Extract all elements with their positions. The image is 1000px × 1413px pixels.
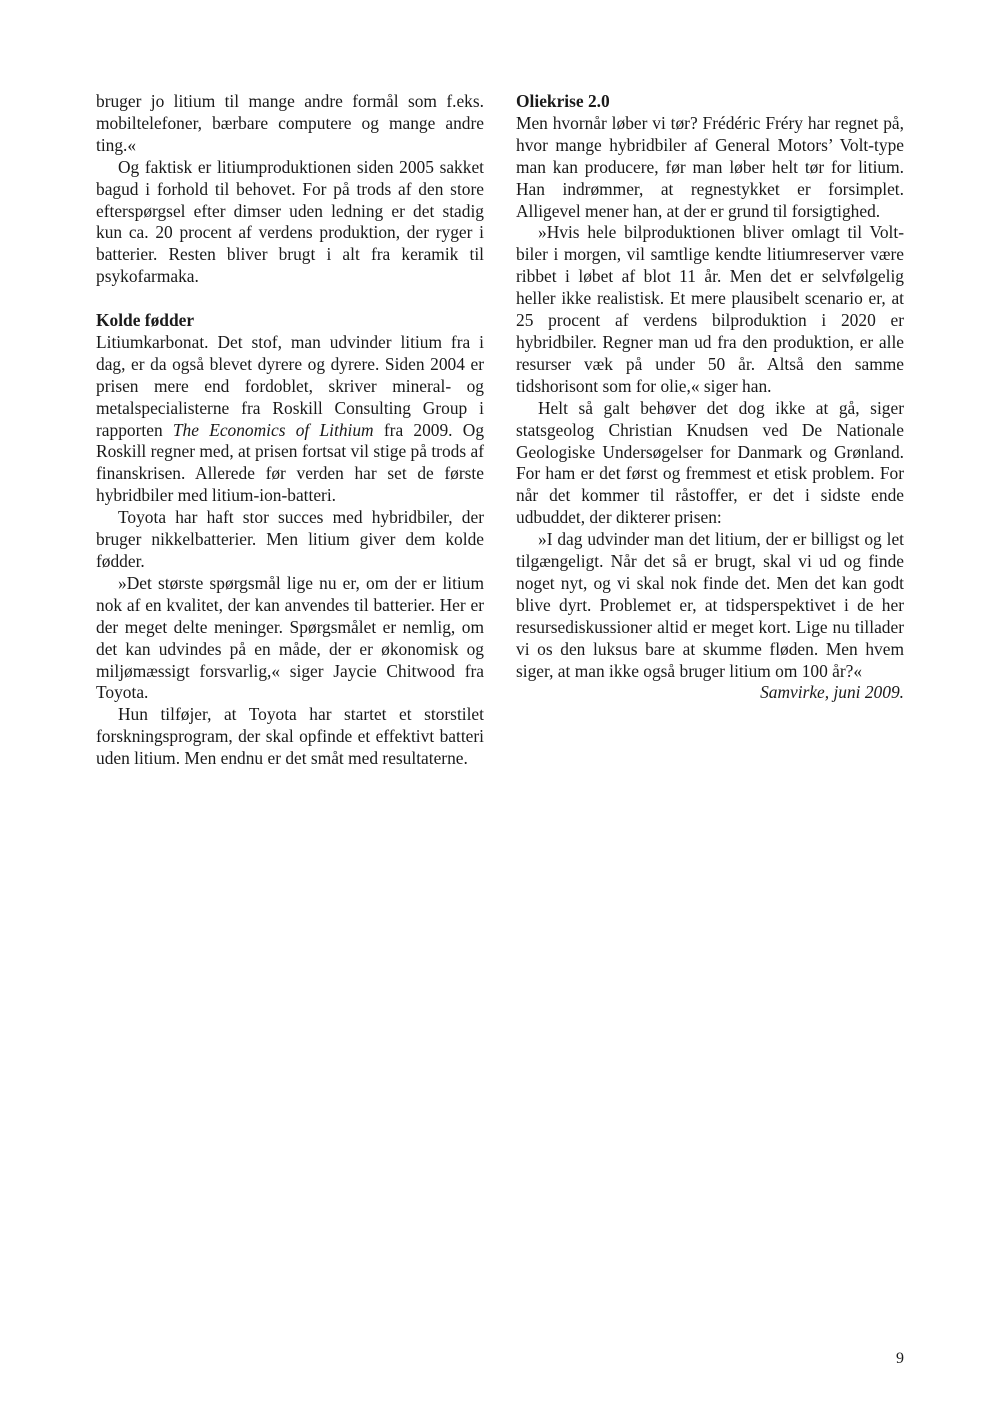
section-spacer	[96, 288, 484, 310]
paragraph: Og faktisk er litiumproduktionen siden 2005 sakket bagud i forhold til behovet. For på trods af den store efterspørgsel efter dimser uden ledning er det stadig kun ca. 20 procent af verdens produktion, der ryger i batterier. Resten bliver brugt i alt fra keramik til psykofarmaka.	[96, 156, 484, 287]
paragraph: »Hvis hele bilproduktionen bliver omlagt til Volt-biler i morgen, vil samtlige kendte litiumreserver være ribbet i løbet af blot 11 år. Men det er selvfølgelig heller ikke realistisk. Et mere plausibelt scenario er, at 25 procent af verdens bilproduktion i 2020 er hybridbiler. Regner man ud fra den produktion, er alle resurser væk på under 50 år. Altså den samme tidshorisont som for olie,« siger han.	[516, 222, 904, 396]
paragraph: bruger jo litium til mange andre formål som f.eks. mobiltelefoner, bærbare computere og mange andre ting.«	[96, 91, 484, 155]
paragraph: »I dag udvinder man det litium, der er billigst og let tilgængeligt. Når det så er brugt, skal vi ud og finde noget nyt, og vi skal nok finde det. Men det kan godt blive dyrt. Problemet er, at tidsperspektivet i de her resursediskussioner altid er meget kort. Lige nu tillader vi os den luksus bare at skumme fløden. Men hvem siger, at man ikke også bruger litium om 100 år?«	[516, 529, 904, 681]
section-heading-oliekrise: Oliekrise 2.0	[516, 91, 610, 111]
paragraph: Toyota har haft stor succes med hybridbiler, der bruger nikkelbatterier. Men litium giver dem kolde fødder.	[96, 507, 484, 572]
paragraph-text: Litiumkarbonat. Det stof, man udvinder litium fra i dag, er da også blevet dyrere og dyrere. Siden 2004 er prisen mere end fordoblet, skriver mineral- og metalspecialisterne fra Roskill Consulting Group i rapporten	[96, 331, 484, 440]
right-column	[516, 91, 904, 704]
paragraph: Helt så galt behøver det dog ikke at gå, siger statsgeolog Christian Knudsen ved De Nationale Geologiske Undersøgelser for Danmark og Grønland. For ham er det først og fremmest et etisk problem. For når det kommer til råstoffer, er det i sidste ende udbuddet, der dikterer prisen:	[516, 397, 904, 528]
report-title: The Economics of Lithium	[172, 419, 374, 440]
paragraph: Men hvornår løber vi tør? Frédéric Fréry har regnet på, hvor mange hybridbiler af General Motors’ Volt-type man kan producere, før man løber helt tør for litium. Han indrømmer, at regnestykket er forsimplet. Alligevel mener han, at der er grund til forsigtighed.	[516, 112, 904, 221]
paragraph: »Det største spørgsmål lige nu er, om der er litium nok af en kvalitet, der kan anvendes til batterier. Her er der meget delte meninger. Spørgsmålet er nemlig, om det kan udvindes på en måde, der er økonomisk og miljømæssigt forsvarlig,« siger Jaycie Chitwood fra Toyota.	[96, 572, 484, 703]
source-citation: Samvirke, juni 2009.	[760, 682, 904, 703]
paragraph: Hun tilføjer, at Toyota har startet et storstilet forskningsprogram, der skal opfinde et effektivt batteri uden litium. Men endnu er det småt med resultaterne.	[96, 704, 484, 769]
section-heading-kolde-fodder: Kolde fødder	[96, 310, 195, 331]
paragraph-text: fra 2009. Og Roskill regner med, at prisen fortsat vil stige på trods af finanskrisen. Allerede før verden har set de første hybridbiler med litium-ion-batteri.	[96, 419, 485, 506]
left-column	[96, 91, 484, 770]
page-number: 9	[896, 1350, 904, 1367]
paragraph	[96, 332, 484, 507]
